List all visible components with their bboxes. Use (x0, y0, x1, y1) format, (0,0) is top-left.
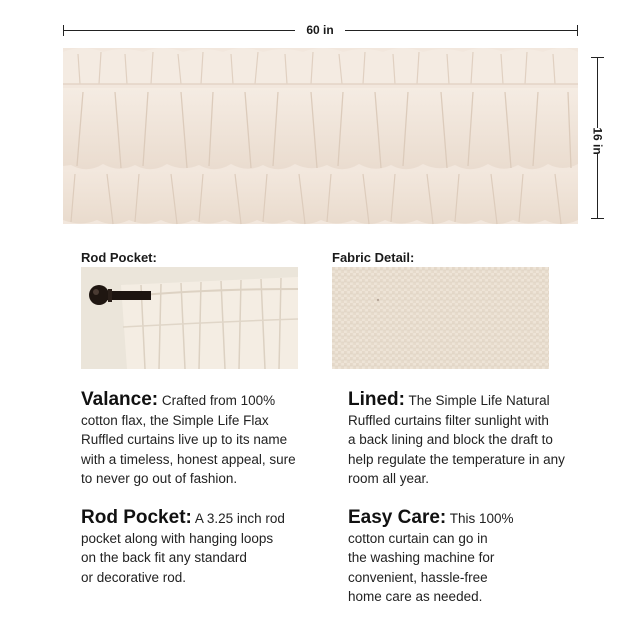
lined-line-5: room all year. (348, 471, 430, 486)
valance-heading: Valance: (81, 389, 159, 410)
easy-care-line-5: home care as needed. (348, 589, 483, 604)
rod-pocket-line-4: or decorative rod. (81, 569, 187, 585)
lined-line-1: The Simple Life Natural (405, 393, 550, 408)
lined-description (348, 390, 588, 489)
fabric-detail-photo (332, 267, 549, 369)
width-dimension-tick-right (577, 25, 578, 36)
easy-care-line-3: the washing machine for (348, 550, 495, 565)
lined-heading: Lined: (348, 389, 405, 410)
rod-pocket-line-2: pocket along with hanging loops (81, 530, 274, 546)
rod-pocket-description (81, 508, 311, 587)
easy-care-heading: Easy Care: (348, 507, 447, 528)
height-dimension-tick-bottom (591, 218, 604, 219)
rod-pocket-line-1: A 3.25 inch rod (191, 511, 285, 526)
lined-line-3: a back lining and block the draft to (348, 432, 553, 447)
valance-description (81, 390, 311, 489)
easy-care-line-2: cotton curtain can go in (348, 530, 488, 546)
rod-pocket-photo (81, 267, 298, 369)
easy-care-line-1: This 100% (446, 511, 514, 526)
lined-line-2: Ruffled curtains filter sunlight with (348, 412, 549, 428)
fabric-detail-section-label: Fabric Detail: (332, 250, 415, 265)
valance-line-5: to never go out of fashion. (81, 471, 238, 486)
easy-care-line-4: convenient, hassle-free (348, 569, 488, 585)
lined-line-4: help regulate the temperature in any (348, 451, 565, 467)
valance-line-4: with a timeless, honest appeal, sure (81, 451, 296, 467)
rod-pocket-line-3: on the back fit any standard (81, 550, 247, 565)
valance-line-1: Crafted from 100% (158, 393, 276, 408)
easy-care-description (348, 508, 588, 607)
rod-pocket-section-label: Rod Pocket: (81, 250, 157, 265)
rod-pocket-heading: Rod Pocket: (81, 507, 192, 528)
width-dimension-label: 60 in (295, 22, 345, 38)
height-dimension-tick-top (591, 57, 604, 58)
valance-line-3: Ruffled curtains live up to its name (81, 432, 288, 447)
height-dimension-label-box (585, 128, 611, 154)
valance-line-2: cotton flax, the Simple Life Flax (81, 412, 269, 428)
width-dimension-tick-left (63, 25, 64, 36)
valance-product-image (63, 44, 578, 226)
height-dimension-label: 16 in (591, 127, 606, 155)
